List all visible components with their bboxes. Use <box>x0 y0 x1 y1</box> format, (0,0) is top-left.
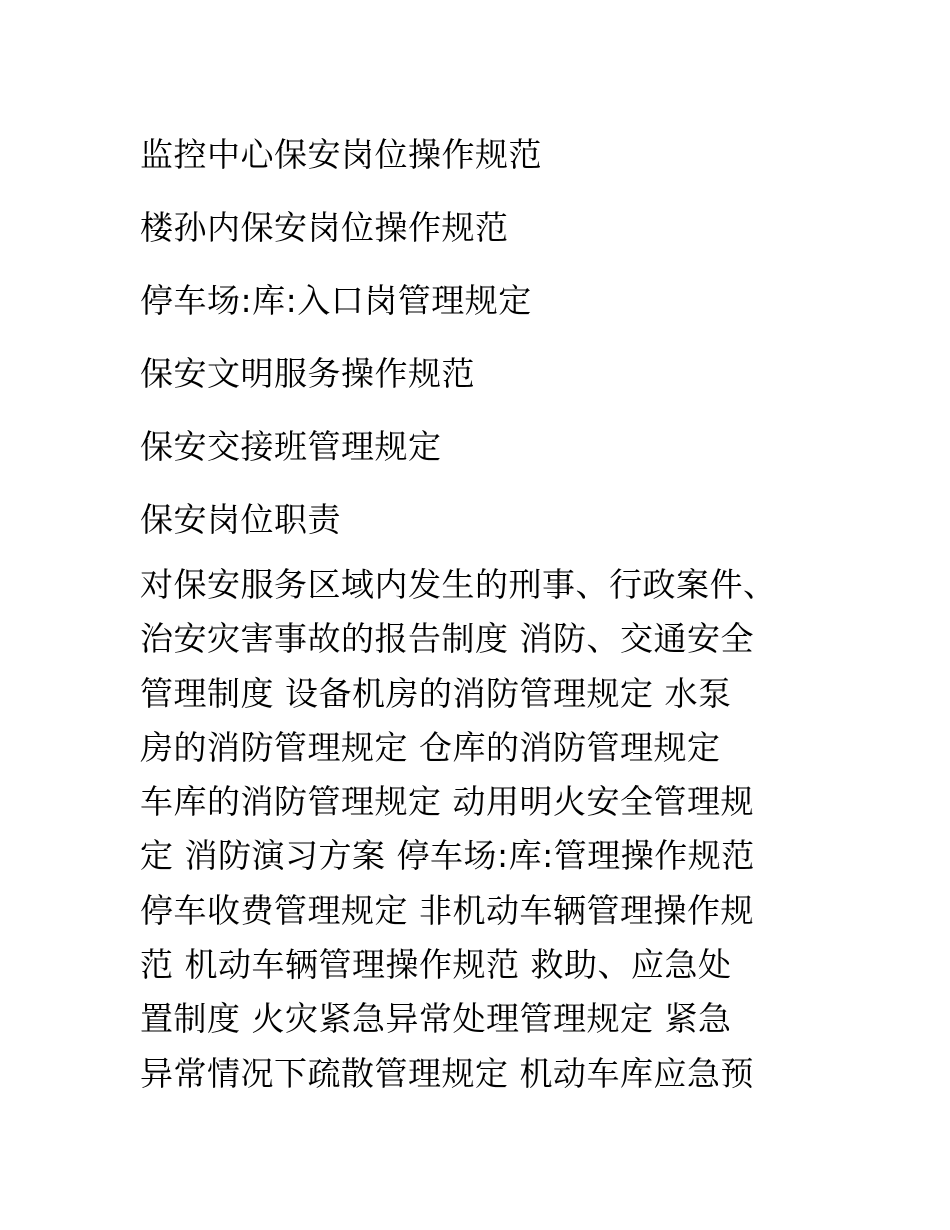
heading-item: 监控中心保安岗位操作规范 <box>140 135 542 174</box>
heading-item: 停车场:库:入口岗管理规定 <box>140 281 532 320</box>
body-line: 异常情况下疏散管理规定 机动车库应急预 <box>140 1053 754 1093</box>
body-line: 车库的消防管理规定 动用明火安全管理规 <box>140 782 754 822</box>
body-line: 对保安服务区域内发生的刑事、行政案件、 <box>140 565 777 604</box>
body-line: 管理制度 设备机房的消防管理规定 水泵 <box>140 673 732 713</box>
heading-item: 保安文明服务操作规范 <box>140 354 475 393</box>
body-line: 房的消防管理规定 仓库的消防管理规定 <box>140 727 721 767</box>
heading-list <box>140 118 840 556</box>
body-line: 置制度 火灾紧急异常处理管理规定 紧急 <box>140 999 732 1039</box>
body-line: 定 消防演习方案 停车场:库:管理操作规范 <box>140 836 755 876</box>
heading-item: 保安岗位职责 <box>140 500 341 539</box>
heading-item: 楼孙内保安岗位操作规范 <box>140 208 509 247</box>
body-line: 治安灾害事故的报告制度 消防、交通安全 <box>140 619 754 659</box>
body-line: 范 机动车辆管理操作规范 救助、应急处 <box>140 945 732 985</box>
heading-item: 保安交接班管理规定 <box>140 427 442 466</box>
body-line: 停车收费管理规定 非机动车辆管理操作规 <box>140 890 754 930</box>
body-paragraph <box>140 558 820 1101</box>
